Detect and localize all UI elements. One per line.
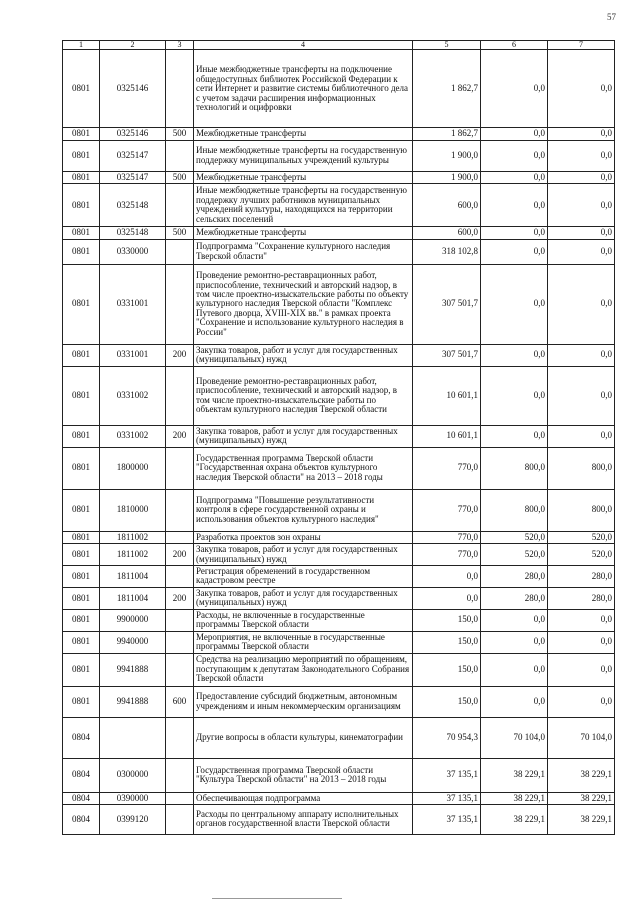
expense-type-cell: 500 [166,171,194,183]
amount-col7-cell: 0,0 [548,140,615,171]
section-code-cell: 0801 [63,447,100,489]
amount-col5-cell: 1 900,0 [413,140,481,171]
table-row [63,587,615,609]
section-code-cell: 0804 [63,792,100,804]
target-article-cell: 1811004 [100,566,166,588]
expense-type-cell [166,531,194,543]
amount-col7-cell: 38 229,1 [548,758,615,792]
table-row [63,171,615,183]
amount-col7-cell: 280,0 [548,587,615,609]
amount-col7-cell: 0,0 [548,50,615,128]
expense-type-cell: 500 [166,227,194,239]
amount-col5-cell: 0,0 [413,566,481,588]
table-row [63,566,615,588]
column-header: 2 [100,41,166,50]
description-cell: Закупка товаров, работ и услуг для государственных (муниципальных) нужд [194,587,413,609]
amount-col5-cell: 770,0 [413,447,481,489]
section-code-cell: 0801 [63,140,100,171]
target-article-cell: 0331001 [100,344,166,366]
amount-col6-cell: 0,0 [481,264,548,344]
table-row [63,653,615,686]
section-code-cell: 0801 [63,239,100,264]
target-article-cell: 1811002 [100,531,166,543]
table-row [63,140,615,171]
amount-col6-cell: 280,0 [481,587,548,609]
amount-col5-cell: 1 862,7 [413,128,481,140]
budget-table [62,40,615,835]
table-row [63,184,615,227]
expense-type-cell [166,717,194,758]
expense-type-cell [166,140,194,171]
description-cell: Иные межбюджетные трансферты на государственную поддержку лучших работников муниципальных учреждений культуры, находящихся на территории сельских поселений [194,184,413,227]
section-code-cell: 0801 [63,566,100,588]
expense-type-cell [166,239,194,264]
section-code-cell: 0801 [63,344,100,366]
amount-col5-cell: 770,0 [413,544,481,566]
amount-col5-cell: 0,0 [413,587,481,609]
table-row [63,239,615,264]
amount-col7-cell: 0,0 [548,227,615,239]
amount-col7-cell: 0,0 [548,128,615,140]
amount-col5-cell: 770,0 [413,531,481,543]
description-cell: Предоставление субсидий бюджетным, автономным учреждениям и иным некоммерческим организациям [194,686,413,717]
expense-type-cell [166,447,194,489]
description-cell: Разработка проектов зон охраны [194,531,413,543]
section-code-cell: 0804 [63,804,100,834]
table-row [63,804,615,834]
description-cell: Проведение ремонтно-реставрационных работ, приспособление, технический и авторский надзор, в том числе проектно-изыскательские работы по объекту культурного наследия Тверской области "Комплекс Путевого дворца, XVIII-XIX вв." в рамках проекта "Сохранение и использование культурного наследия в России" [194,264,413,344]
expense-type-cell [166,50,194,128]
amount-col5-cell: 600,0 [413,227,481,239]
amount-col6-cell: 0,0 [481,184,548,227]
expense-type-cell: 200 [166,425,194,447]
expense-type-cell: 200 [166,587,194,609]
amount-col6-cell: 800,0 [481,447,548,489]
expense-type-cell [166,758,194,792]
amount-col5-cell: 770,0 [413,489,481,531]
target-article-cell: 1800000 [100,447,166,489]
amount-col7-cell: 0,0 [548,366,615,425]
description-cell: Расходы, не включенные в государственные программы Тверской области [194,609,413,631]
table-row [63,686,615,717]
target-article-cell: 0330000 [100,239,166,264]
column-header: 1 [63,41,100,50]
table-row [63,50,615,128]
table-row [63,489,615,531]
amount-col7-cell: 0,0 [548,425,615,447]
amount-col5-cell: 37 135,1 [413,792,481,804]
amount-col5-cell: 1 862,7 [413,50,481,128]
expense-type-cell: 200 [166,544,194,566]
amount-col7-cell: 0,0 [548,239,615,264]
target-article-cell: 0331002 [100,425,166,447]
expense-type-cell [166,631,194,653]
amount-col6-cell: 0,0 [481,631,548,653]
amount-col5-cell: 150,0 [413,609,481,631]
amount-col7-cell: 38 229,1 [548,804,615,834]
section-code-cell: 0801 [63,609,100,631]
amount-col5-cell: 318 102,8 [413,239,481,264]
target-article-cell: 0325147 [100,171,166,183]
expense-type-cell [166,566,194,588]
description-cell: Подпрограмма "Повышение результативности контроля в сфере государственной охраны и использования объектов культурного наследия" [194,489,413,531]
amount-col6-cell: 38 229,1 [481,758,548,792]
description-cell: Иные межбюджетные трансферты на подключение общедоступных библиотек Российской Федерации к сети Интернет и развитие системы библиотечного дела с учетом задачи расширения информационных технологий и оцифровки [194,50,413,128]
column-header: 3 [166,41,194,50]
section-code-cell: 0801 [63,686,100,717]
table-row [63,531,615,543]
amount-col7-cell: 0,0 [548,344,615,366]
amount-col5-cell: 37 135,1 [413,804,481,834]
amount-col6-cell: 0,0 [481,171,548,183]
amount-col6-cell: 38 229,1 [481,792,548,804]
description-cell: Межбюджетные трансферты [194,227,413,239]
target-article-cell: 1811002 [100,544,166,566]
column-header: 4 [194,41,413,50]
amount-col7-cell: 0,0 [548,631,615,653]
expense-type-cell [166,804,194,834]
expense-type-cell [166,184,194,227]
target-article-cell: 9941888 [100,653,166,686]
target-article-cell: 0390000 [100,792,166,804]
column-number-row [63,41,615,50]
amount-col6-cell: 0,0 [481,425,548,447]
amount-col7-cell: 800,0 [548,489,615,531]
section-code-cell: 0804 [63,717,100,758]
amount-col7-cell: 0,0 [548,264,615,344]
expense-type-cell [166,653,194,686]
target-article-cell: 0325146 [100,50,166,128]
amount-col7-cell: 0,0 [548,171,615,183]
amount-col5-cell: 37 135,1 [413,758,481,792]
column-header: 5 [413,41,481,50]
amount-col6-cell: 0,0 [481,366,548,425]
amount-col7-cell: 0,0 [548,609,615,631]
amount-col7-cell: 70 104,0 [548,717,615,758]
expense-type-cell [166,366,194,425]
amount-col6-cell: 0,0 [481,344,548,366]
amount-col7-cell: 520,0 [548,544,615,566]
expense-type-cell [166,792,194,804]
target-article-cell: 1810000 [100,489,166,531]
target-article-cell: 0331001 [100,264,166,344]
amount-col7-cell: 0,0 [548,653,615,686]
description-cell: Средства на реализацию мероприятий по обращениям, поступающим к депутатам Законодательного Собрания Тверской области [194,653,413,686]
target-article-cell: 9900000 [100,609,166,631]
target-article-cell: 1811004 [100,587,166,609]
description-cell: Мероприятия, не включенные в государственные программы Тверской области [194,631,413,653]
amount-col7-cell: 800,0 [548,447,615,489]
amount-col5-cell: 307 501,7 [413,264,481,344]
section-code-cell: 0801 [63,544,100,566]
amount-col5-cell: 1 900,0 [413,171,481,183]
description-cell: Государственная программа Тверской области "Культура Тверской области" на 2013 – 2018 годы [194,758,413,792]
page-number: 57 [607,12,616,22]
table-row [63,631,615,653]
amount-col7-cell: 0,0 [548,686,615,717]
section-code-cell: 0801 [63,227,100,239]
table-row [63,344,615,366]
target-article-cell [100,717,166,758]
amount-col7-cell: 520,0 [548,531,615,543]
amount-col5-cell: 10 601,1 [413,425,481,447]
amount-col5-cell: 150,0 [413,653,481,686]
table-row [63,609,615,631]
amount-col6-cell: 70 104,0 [481,717,548,758]
table-row [63,227,615,239]
amount-col5-cell: 150,0 [413,686,481,717]
amount-col7-cell: 0,0 [548,184,615,227]
target-article-cell: 0325148 [100,227,166,239]
section-code-cell: 0801 [63,128,100,140]
amount-col7-cell: 280,0 [548,566,615,588]
description-cell: Закупка товаров, работ и услуг для государственных (муниципальных) нужд [194,544,413,566]
column-header: 7 [548,41,615,50]
description-cell: Закупка товаров, работ и услуг для государственных (муниципальных) нужд [194,344,413,366]
amount-col5-cell: 10 601,1 [413,366,481,425]
table-row [63,758,615,792]
amount-col6-cell: 0,0 [481,609,548,631]
expense-type-cell [166,489,194,531]
section-code-cell: 0801 [63,631,100,653]
section-code-cell: 0801 [63,587,100,609]
amount-col6-cell: 0,0 [481,128,548,140]
table-row [63,264,615,344]
expense-type-cell [166,264,194,344]
section-code-cell: 0801 [63,425,100,447]
section-code-cell: 0801 [63,531,100,543]
amount-col6-cell: 0,0 [481,50,548,128]
section-code-cell: 0804 [63,758,100,792]
target-article-cell: 0325148 [100,184,166,227]
amount-col6-cell: 38 229,1 [481,804,548,834]
target-article-cell: 9941888 [100,686,166,717]
section-code-cell: 0801 [63,489,100,531]
description-cell: Межбюджетные трансферты [194,171,413,183]
section-code-cell: 0801 [63,264,100,344]
description-cell: Расходы по центральному аппарату исполнительных органов государственной власти Тверской области [194,804,413,834]
target-article-cell: 0325146 [100,128,166,140]
amount-col6-cell: 0,0 [481,227,548,239]
target-article-cell: 0331002 [100,366,166,425]
page-bottom-divider [212,898,342,899]
amount-col6-cell: 0,0 [481,140,548,171]
table-row [63,425,615,447]
expense-type-cell [166,609,194,631]
description-cell: Государственная программа Тверской области "Государственная охрана объектов культурного наследия Тверской области" на 2013 – 2018 годы [194,447,413,489]
target-article-cell: 0300000 [100,758,166,792]
target-article-cell: 0325147 [100,140,166,171]
column-header: 6 [481,41,548,50]
amount-col7-cell: 38 229,1 [548,792,615,804]
description-cell: Регистрация обременений в государственном кадастровом реестре [194,566,413,588]
target-article-cell: 0399120 [100,804,166,834]
amount-col6-cell: 0,0 [481,653,548,686]
amount-col5-cell: 150,0 [413,631,481,653]
description-cell: Проведение ремонтно-реставрационных работ, приспособление, технический и авторский надзор, в том числе проектно-изыскательские работы по объектам культурного наследия Тверской области [194,366,413,425]
expense-type-cell: 200 [166,344,194,366]
amount-col6-cell: 0,0 [481,239,548,264]
table-row [63,447,615,489]
table-row [63,792,615,804]
description-cell: Закупка товаров, работ и услуг для государственных (муниципальных) нужд [194,425,413,447]
amount-col6-cell: 280,0 [481,566,548,588]
description-cell: Другие вопросы в области культуры, кинематографии [194,717,413,758]
amount-col6-cell: 0,0 [481,686,548,717]
description-cell: Иные межбюджетные трансферты на государственную поддержку муниципальных учреждений культуры [194,140,413,171]
expense-type-cell: 600 [166,686,194,717]
table-row [63,717,615,758]
table-row [63,544,615,566]
amount-col6-cell: 800,0 [481,489,548,531]
section-code-cell: 0801 [63,184,100,227]
section-code-cell: 0801 [63,653,100,686]
description-cell: Межбюджетные трансферты [194,128,413,140]
section-code-cell: 0801 [63,171,100,183]
section-code-cell: 0801 [63,366,100,425]
table-row [63,128,615,140]
description-cell: Обеспечивающая подпрограмма [194,792,413,804]
amount-col6-cell: 520,0 [481,544,548,566]
target-article-cell: 9940000 [100,631,166,653]
expense-type-cell: 500 [166,128,194,140]
amount-col5-cell: 70 954,3 [413,717,481,758]
table-row [63,366,615,425]
description-cell: Подпрограмма "Сохранение культурного наследия Тверской области" [194,239,413,264]
section-code-cell: 0801 [63,50,100,128]
amount-col5-cell: 307 501,7 [413,344,481,366]
amount-col6-cell: 520,0 [481,531,548,543]
amount-col5-cell: 600,0 [413,184,481,227]
